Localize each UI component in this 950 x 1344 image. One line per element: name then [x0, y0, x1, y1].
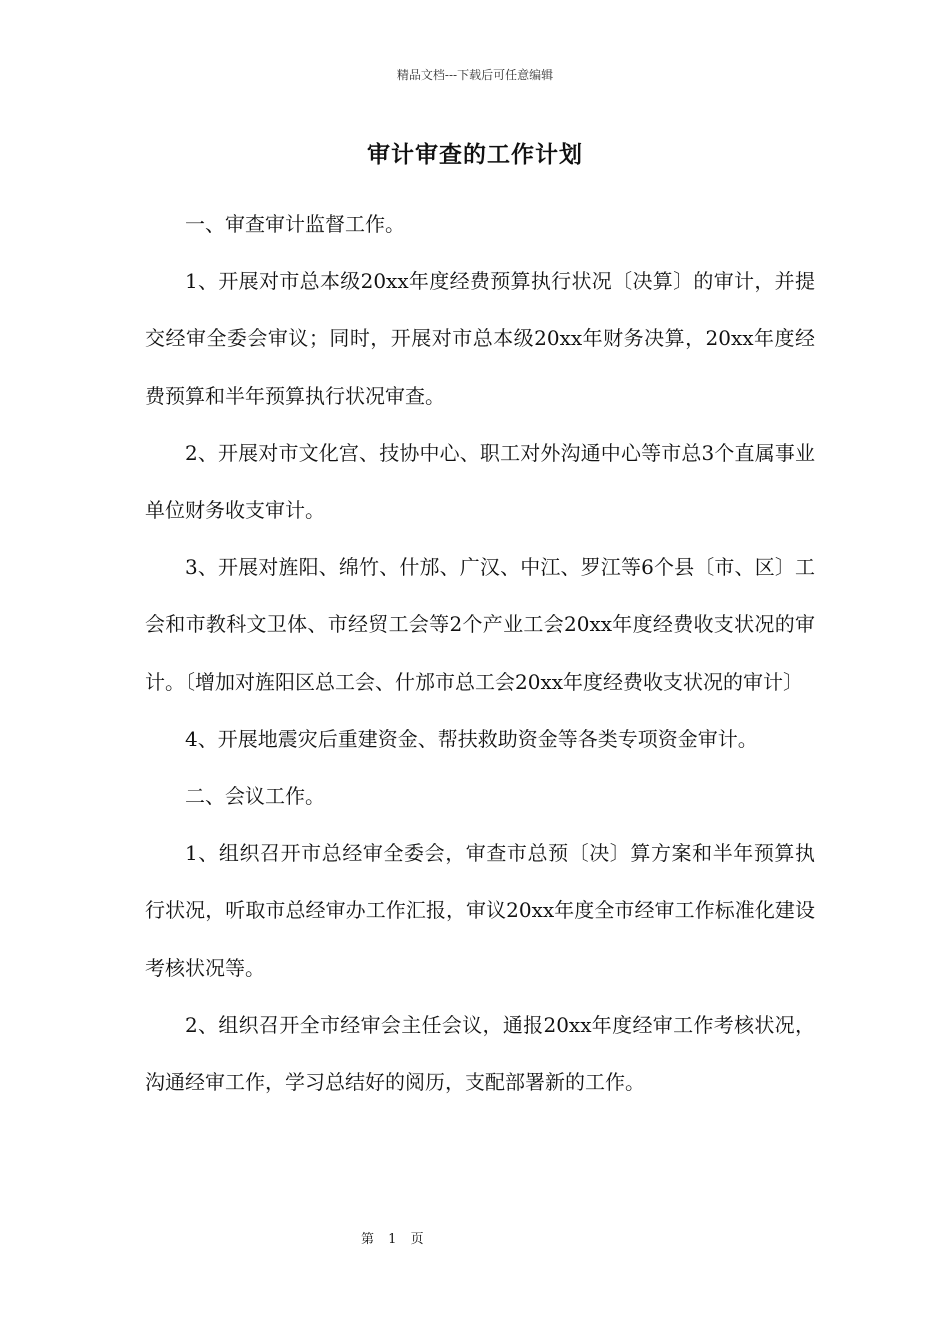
body-paragraph: 4、开展地震灾后重建资金、帮扶救助资金等各类专项资金审计。 — [185, 726, 758, 751]
header-note: 精品文档---下载后可任意编辑 — [396, 68, 554, 82]
page-number-footer — [361, 1228, 424, 1247]
body-paragraph: 2、开展对市文化宫、技协中心、职工对外沟通中心等市总3个直属事业单位财务收支审计。 — [145, 440, 815, 523]
body-paragraph: 1、组织召开市总经审全委会，审查市总预〔决〕算方案和半年预算执行状况，听取市总经审办工作汇报，审议20xx年度全市经审工作标准化建设考核状况等。 — [145, 841, 815, 980]
document-body — [145, 196, 815, 1111]
page-number: 1 — [388, 1232, 397, 1247]
body-paragraph: 3、开展对旌阳、绵竹、什邡、广汉、中江、罗江等6个县〔市、区〕工会和市教科文卫体、市经贸工会等2个产业工会20xx年度经费收支状况的审计。〔增加对旌阳区总工会、什邡市总工会20xx年度经费收支状况的审计〕 — [145, 555, 815, 694]
section-heading-2: 二、会议工作。 — [185, 784, 325, 809]
page-prefix: 第 — [361, 1232, 375, 1247]
document-title: 审计审查的工作计划 — [367, 141, 583, 168]
body-paragraph: 2、组织召开全市经审会主任会议，通报20xx年度经审工作考核状况，沟通经审工作，学习总结好的阅历，支配部署新的工作。 — [145, 1012, 815, 1095]
section-heading-1: 一、审查审计监督工作。 — [185, 212, 405, 236]
page-suffix: 页 — [410, 1232, 424, 1247]
body-paragraph: 1、开展对市总本级20xx年度经费预算执行状况〔决算〕的审计，并提交经审全委会审议；同时，开展对市总本级20xx年财务决算，20xx年度经费预算和半年预算执行状况审查。 — [145, 269, 815, 408]
